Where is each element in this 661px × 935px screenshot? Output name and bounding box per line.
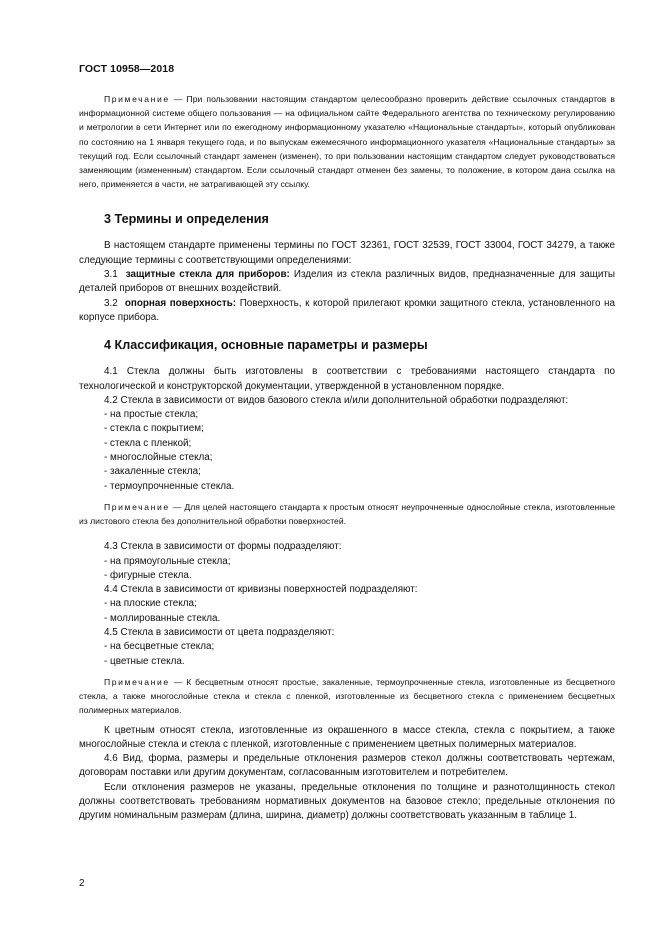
page-number: 2 <box>79 878 85 889</box>
document-id: ГОСТ 10958—2018 <box>79 63 175 75</box>
paragraph-4-4: 4.4 Стекла в зависимости от кривизны поверхностей подразделяют: <box>104 584 418 596</box>
section-4-title: 4 Классификация, основные параметры и размеры <box>104 338 428 353</box>
paragraph-4-1: 4.1 Стекла должны быть изготовлены в соответствии с требованиями настоящего стандарта по технологической и конструкторской документации, утвержденной в установленном порядке. <box>79 366 615 392</box>
list-item: - на бесцветные стекла; <box>104 641 215 653</box>
note-text: — К бесцветным относят простые, закаленные, термоупрочненные стекла, изготовленные из бесцветного стекла, а также многослойные стекла и стекла с пленкой, изготовленные из бесцветного стекла с применением бесцветных полимерных материалов. <box>79 676 615 716</box>
term-definition: Поверхность, к которой прилегают кромки защитного стекла, установленного на корпусе прибора. <box>79 297 615 323</box>
list-item: - цветные стекла. <box>104 655 185 667</box>
term-name: защитные стекла для приборов: <box>125 269 290 281</box>
paragraph-4-6: 4.6 Вид, форма, размеры и предельные отклонения размеров стекол должны соответствовать чертежам, договорам поставки или другим документам, согласованным изготовителем и потребителем. <box>79 753 615 779</box>
list-item: - закаленные стекла; <box>104 466 201 478</box>
term-3-2 <box>79 297 615 326</box>
list-item: - на прямоугольные стекла; <box>104 555 231 567</box>
list-item: - термоупрочненные стекла. <box>104 480 235 492</box>
section-3-title: 3 Термины и определения <box>104 212 269 227</box>
term-number: 3.1 <box>104 269 118 281</box>
list-item: - фигурные стекла. <box>104 569 192 581</box>
list-item: - моллированные стекла. <box>104 612 221 624</box>
term-name: опорная поверхность: <box>124 297 237 309</box>
list-item: - стекла с покрытием; <box>104 423 204 435</box>
paragraph-colored-glass: К цветным относят стекла, изготовленные из окрашенного в массе стекла, стекла с покрытием, а также многослойные стекла и стекла с пленкой, изготовленные с применением цветных полимерных материалов. <box>79 724 615 750</box>
paragraph-4-2: 4.2 Стекла в зависимости от видов базового стекла и/или дополнительной обработки подразделяют: <box>104 394 569 406</box>
list-item: - на простые стекла; <box>104 409 199 421</box>
paragraph-4-5: 4.5 Стекла в зависимости от цвета подразделяют: <box>104 627 335 639</box>
page-content <box>79 92 615 824</box>
note-label: Примечание <box>104 676 170 687</box>
note-label: Примечание <box>104 94 170 104</box>
term-definition: Изделия из стекла различных видов, предназначенные для защиты деталей приборов от внешних воздействий. <box>79 269 615 295</box>
term-3-1 <box>79 268 615 297</box>
paragraph-4-3: 4.3 Стекла в зависимости от формы подразделяют: <box>104 541 342 553</box>
list-item: - стекла с пленкой; <box>104 437 192 449</box>
note-colorless-glass <box>79 675 615 718</box>
note-text: — При пользовании настоящим стандартом целесообразно проверить действие ссылочных стандартов в информационной системе общего пользования — на официальном сайте Федерального агентства по техническому регулированию и метрологии в сети Интернет или по ежегодному информационному указателю «Национальные стандарты», который опубликован по состоянию на 1 января текущего года, и по выпускам ежемесячного информационного указателя «Национальные стандарты» за текущий год. Если ссылочный стандарт заменен (изменен), то при пользовании настоящим стандартом следует руководствоваться заменяющим (измененным) стандартом. Если ссылочный стандарт отменен без замены, то положение, в котором дана ссылка на него, применяется в части, не затрагивающей эту ссылку. <box>79 94 615 190</box>
paragraph-deviations: Если отклонения размеров не указаны, предельные отклонения по толщине и разнотолщинность стекол должны соответствовать требованиям нормативных документов на базовое стекло; предельные отклонения по другим номинальным размерам (длина, ширина, диаметр) должны соответствовать указанным в таблице 1. <box>79 781 615 822</box>
list-item: - многослойные стекла; <box>104 451 213 463</box>
note-references <box>79 92 615 191</box>
list-item: - на плоские стекла; <box>104 598 197 610</box>
section-3-intro: В настоящем стандарте применены термины по ГОСТ 32361, ГОСТ 32539, ГОСТ 33004, ГОСТ 34279, а также следующие термины с соответствующими определениями: <box>79 240 615 266</box>
term-number: 3.2 <box>104 297 118 309</box>
note-label: Примечание <box>104 501 170 512</box>
note-simple-glass <box>79 500 615 528</box>
note-text: — Для целей настоящего стандарта к простым относят неупрочненные однослойные стекла, изготовленные из листового стекла без дополнительной обработки поверхностей. <box>79 501 615 527</box>
